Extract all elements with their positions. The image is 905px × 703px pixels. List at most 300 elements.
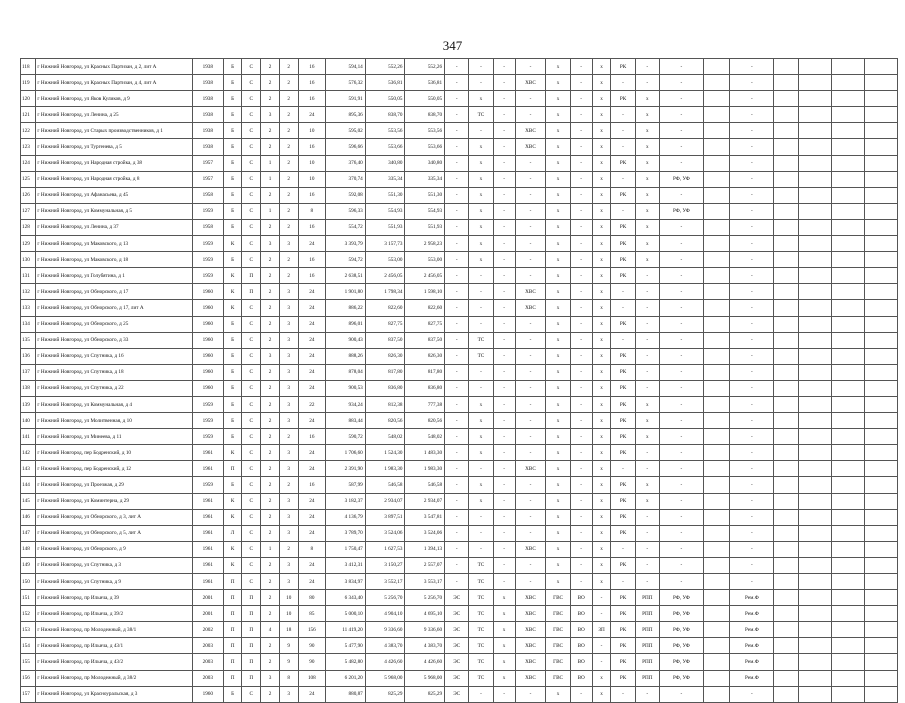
table-cell: 3 (279, 461, 298, 477)
table-cell: 591,91 (326, 91, 366, 107)
table-cell: - (515, 252, 546, 268)
table-cell: - (635, 557, 659, 573)
table-row (21, 590, 898, 606)
table-cell: х (469, 396, 493, 412)
table-cell (774, 380, 798, 396)
table-cell: ТС (469, 348, 493, 364)
table-cell: - (570, 686, 592, 702)
address-cell: г Нижний Новгород, ул Яков Куликов, д 9 (36, 91, 192, 107)
table-cell: 822,60 (405, 300, 445, 316)
row-number-cell: 149 (21, 557, 36, 573)
table-cell: - (730, 236, 774, 252)
table-cell: х (592, 364, 611, 380)
table-cell (864, 91, 897, 107)
table-cell: - (730, 413, 774, 429)
table-cell: х (592, 91, 611, 107)
table-cell: ЭС (445, 686, 469, 702)
table-cell: 553,66 (405, 139, 445, 155)
table-cell (774, 638, 798, 654)
table-cell: х (546, 348, 570, 364)
table-cell: 24 (298, 445, 326, 461)
table-cell (798, 574, 831, 590)
row-number-cell: 128 (21, 219, 36, 235)
table-cell: С (242, 236, 261, 252)
table-cell: 4 695,10 (405, 606, 445, 622)
table-cell (703, 348, 729, 364)
table-cell: ХВС (515, 139, 546, 155)
table-cell: Л (223, 525, 242, 541)
table-cell: 10 (298, 171, 326, 187)
table-cell: 3 (279, 332, 298, 348)
table-cell: Б (223, 380, 242, 396)
table-cell (864, 284, 897, 300)
table-cell (774, 606, 798, 622)
table-cell: 2 (261, 187, 280, 203)
table-cell: х (546, 75, 570, 91)
table-cell: 2 (261, 477, 280, 493)
table-cell: - (515, 107, 546, 123)
table-cell: - (469, 461, 493, 477)
table-cell: 880,87 (326, 686, 366, 702)
table-cell: 2 (261, 139, 280, 155)
table-cell: - (611, 123, 635, 139)
table-cell (831, 123, 864, 139)
table-cell: 837,50 (405, 332, 445, 348)
table-cell: - (493, 541, 515, 557)
table-cell: 2 (279, 429, 298, 445)
table-cell: 16 (298, 477, 326, 493)
table-cell: 594,72 (326, 252, 366, 268)
table-cell: х (546, 380, 570, 396)
table-cell (831, 59, 864, 75)
table-cell: 10 (298, 123, 326, 139)
table-cell: х (592, 59, 611, 75)
table-cell: 2 (261, 509, 280, 525)
table-cell: 16 (298, 187, 326, 203)
table-cell: х (469, 252, 493, 268)
table-cell (774, 525, 798, 541)
table-cell: 1959 (192, 477, 223, 493)
table-cell: - (592, 606, 611, 622)
row-number-cell: 119 (21, 75, 36, 91)
table-cell (831, 364, 864, 380)
table-cell: - (635, 268, 659, 284)
table-cell: 4 426,60 (405, 654, 445, 670)
table-cell (774, 155, 798, 171)
table-cell: РК (611, 155, 635, 171)
table-cell: 552,26 (365, 59, 405, 75)
table-cell: 1 706,60 (326, 445, 366, 461)
table-cell: 10 (279, 606, 298, 622)
table-cell: - (570, 380, 592, 396)
row-number-cell: 154 (21, 638, 36, 654)
table-cell (864, 574, 897, 590)
table-cell (798, 284, 831, 300)
address-cell: г Нижний Новгород, ул Народная стройка, д 8 (36, 171, 192, 187)
table-cell: 376,40 (326, 155, 366, 171)
table-cell (774, 590, 798, 606)
table-cell: - (611, 574, 635, 590)
table-cell: - (445, 75, 469, 91)
table-cell (703, 91, 729, 107)
table-cell (703, 477, 729, 493)
table-cell: П (223, 638, 242, 654)
table-cell: - (445, 252, 469, 268)
row-number-cell: 151 (21, 590, 36, 606)
table-cell: 3 (261, 670, 280, 686)
row-number-cell: 144 (21, 477, 36, 493)
table-cell (798, 268, 831, 284)
table-cell: - (730, 75, 774, 91)
table-cell: - (493, 139, 515, 155)
table-cell: - (493, 686, 515, 702)
address-cell: г Нижний Новгород, пер Бодренский, д 10 (36, 445, 192, 461)
table-cell (703, 107, 729, 123)
table-cell: х (546, 396, 570, 412)
address-cell: г Нижний Новгород, ул Проезжая, д 29 (36, 477, 192, 493)
table-row (21, 477, 898, 493)
table-cell (798, 654, 831, 670)
table-row (21, 219, 898, 235)
table-cell: - (570, 219, 592, 235)
table-cell (798, 316, 831, 332)
table-cell: РК (611, 622, 635, 638)
table-cell: - (635, 574, 659, 590)
table-cell (703, 123, 729, 139)
table-cell: Б (223, 59, 242, 75)
table-cell: С (242, 171, 261, 187)
table-cell: 3 (279, 396, 298, 412)
table-row (21, 332, 898, 348)
table-cell (798, 638, 831, 654)
table-row (21, 268, 898, 284)
table-cell: - (515, 364, 546, 380)
table-cell: х (592, 461, 611, 477)
table-cell (831, 574, 864, 590)
table-cell: П (242, 284, 261, 300)
table-cell: РК (611, 590, 635, 606)
table-cell: х (546, 236, 570, 252)
table-cell: - (730, 332, 774, 348)
table-cell (831, 493, 864, 509)
table-cell: - (570, 123, 592, 139)
table-cell: - (515, 429, 546, 445)
table-cell: 3 (279, 445, 298, 461)
table-cell (864, 557, 897, 573)
table-cell: Б (223, 75, 242, 91)
table-cell: С (242, 686, 261, 702)
table-cell: Б (223, 155, 242, 171)
table-cell: - (611, 461, 635, 477)
table-cell: 2 (261, 300, 280, 316)
table-cell: С (242, 123, 261, 139)
table-cell: х (469, 91, 493, 107)
table-row (21, 525, 898, 541)
table-cell: П (223, 574, 242, 590)
table-cell: - (469, 364, 493, 380)
table-cell: 24 (298, 413, 326, 429)
table-cell: 1938 (192, 75, 223, 91)
table-cell: - (570, 477, 592, 493)
table-cell: 24 (298, 557, 326, 573)
table-cell: 24 (298, 332, 326, 348)
table-cell: 24 (298, 284, 326, 300)
table-cell (703, 380, 729, 396)
table-row (21, 654, 898, 670)
row-number-cell: 138 (21, 380, 36, 396)
address-cell: г Нижний Новгород, ул Обнорского, д 3, лит А (36, 509, 192, 525)
table-cell: 3 (279, 525, 298, 541)
table-cell: 2 (279, 91, 298, 107)
table-cell: х (493, 638, 515, 654)
table-cell: х (546, 461, 570, 477)
table-cell (864, 300, 897, 316)
table-row (21, 606, 898, 622)
table-cell: 3 157,73 (365, 236, 405, 252)
table-cell: 2 (261, 268, 280, 284)
table-cell: - (659, 316, 703, 332)
table-cell: ТС (469, 557, 493, 573)
table-cell: 2 (261, 59, 280, 75)
table-cell: РК (611, 396, 635, 412)
table-cell: - (730, 203, 774, 219)
table-cell: - (635, 541, 659, 557)
table-cell (831, 139, 864, 155)
table-cell: 900,43 (326, 332, 366, 348)
table-cell: 2 557,07 (405, 557, 445, 573)
table-cell: 1 (261, 203, 280, 219)
table-cell: 2 (279, 203, 298, 219)
table-cell: 1 (261, 155, 280, 171)
table-cell: - (659, 396, 703, 412)
table-cell: х (469, 236, 493, 252)
table-row (21, 348, 898, 364)
table-cell: - (635, 348, 659, 364)
table-cell: 812,38 (365, 396, 405, 412)
table-cell: ЭС (445, 606, 469, 622)
table-cell: РК (611, 477, 635, 493)
table-cell: - (570, 316, 592, 332)
table-cell: - (445, 493, 469, 509)
table-cell: 1957 (192, 171, 223, 187)
table-cell: 2 (279, 541, 298, 557)
table-cell: 1938 (192, 139, 223, 155)
table-cell: 2 (279, 219, 298, 235)
table-cell: 335,34 (365, 171, 405, 187)
table-cell: - (445, 123, 469, 139)
row-number-cell: 139 (21, 396, 36, 412)
table-row (21, 203, 898, 219)
table-cell: - (730, 284, 774, 300)
table-cell: 4 (261, 622, 280, 638)
address-cell: г Нижний Новгород, ул Красных Партизан, д 4, лит А (36, 75, 192, 91)
address-cell: г Нижний Новгород, ул Спутника, д 22 (36, 380, 192, 396)
table-cell (774, 203, 798, 219)
table-cell: - (570, 493, 592, 509)
address-cell: г Нижний Новгород, ул Красных Партизан, д 2, лит А (36, 59, 192, 75)
table-cell (798, 75, 831, 91)
table-cell: - (635, 509, 659, 525)
table-cell: х (592, 557, 611, 573)
table-cell (798, 429, 831, 445)
table-cell: х (592, 477, 611, 493)
address-cell: г Нижний Новгород, пер Бодренский, д 12 (36, 461, 192, 477)
table-cell: 3 552,17 (365, 574, 405, 590)
table-cell: - (611, 300, 635, 316)
table-cell: Рем.Ф (730, 606, 774, 622)
table-cell (798, 364, 831, 380)
row-number-cell: 123 (21, 139, 36, 155)
address-cell: г Нижний Новгород, ул Обнорского, д 5, лит А (36, 525, 192, 541)
table-cell: ЭС (445, 622, 469, 638)
table-cell: х (592, 445, 611, 461)
table-cell (831, 622, 864, 638)
table-cell (774, 268, 798, 284)
table-cell: РК (611, 429, 635, 445)
table-row (21, 155, 898, 171)
address-cell: г Нижний Новгород, ул Обнорского, д 17 (36, 284, 192, 300)
table-cell: - (515, 332, 546, 348)
table-cell: Б (223, 348, 242, 364)
table-cell: ВО (570, 670, 592, 686)
table-cell (798, 525, 831, 541)
table-cell: 10 (298, 155, 326, 171)
table-cell: - (570, 445, 592, 461)
table-cell: - (570, 59, 592, 75)
table-cell (831, 252, 864, 268)
table-cell: 2 (261, 252, 280, 268)
table-cell: - (659, 380, 703, 396)
table-cell: ТС (469, 622, 493, 638)
table-cell: РК (611, 654, 635, 670)
table-cell: 837,50 (365, 332, 405, 348)
address-cell: г Нижний Новгород, пр Молодежный, д 38/1 (36, 622, 192, 638)
table-cell (774, 461, 798, 477)
table-cell: 2 (261, 429, 280, 445)
table-cell: - (730, 396, 774, 412)
table-cell: П (223, 606, 242, 622)
table-cell: х (592, 219, 611, 235)
table-cell: 1 798,34 (365, 284, 405, 300)
table-cell: - (570, 252, 592, 268)
table-cell: х (493, 654, 515, 670)
table-cell: - (493, 316, 515, 332)
table-cell (703, 364, 729, 380)
table-cell: - (493, 252, 515, 268)
table-cell: 2002 (192, 622, 223, 638)
table-cell: х (546, 203, 570, 219)
row-number-cell: 146 (21, 509, 36, 525)
table-cell: С (242, 91, 261, 107)
table-cell: 2 (261, 396, 280, 412)
table-cell (798, 187, 831, 203)
table-row (21, 509, 898, 525)
table-cell: 3 524,06 (365, 525, 405, 541)
table-cell: 1938 (192, 107, 223, 123)
table-cell: РК (611, 557, 635, 573)
table-cell: Б (223, 219, 242, 235)
table-cell: х (635, 219, 659, 235)
table-cell: - (493, 461, 515, 477)
table-cell (831, 268, 864, 284)
table-cell: 9 336,60 (365, 622, 405, 638)
row-number-cell: 130 (21, 252, 36, 268)
table-cell: 587,99 (326, 477, 366, 493)
table-cell: 878,04 (326, 364, 366, 380)
address-cell: г Нижний Новгород, ул Ленина, д 37 (36, 219, 192, 235)
table-cell: 2 (279, 252, 298, 268)
table-cell (831, 316, 864, 332)
table-cell: - (730, 187, 774, 203)
table-cell (703, 268, 729, 284)
address-cell: г Нижний Новгород, пр Ильича, д 39 (36, 590, 192, 606)
table-cell: 2 934,07 (405, 493, 445, 509)
table-cell: 827,75 (365, 316, 405, 332)
table-row (21, 75, 898, 91)
table-cell: - (515, 91, 546, 107)
table-cell: Б (223, 332, 242, 348)
table-cell: 370,74 (326, 171, 366, 187)
table-cell: П (242, 638, 261, 654)
table-cell: Рем.Ф (730, 638, 774, 654)
table-cell (864, 332, 897, 348)
table-cell: х (635, 91, 659, 107)
table-cell: 85 (298, 606, 326, 622)
table-cell: ХВС (515, 606, 546, 622)
table-cell: 553,56 (405, 123, 445, 139)
table-cell: - (445, 413, 469, 429)
table-cell: - (570, 155, 592, 171)
table-cell: 2 (261, 590, 280, 606)
table-cell: х (546, 268, 570, 284)
table-cell: 2003 (192, 670, 223, 686)
table-cell (774, 348, 798, 364)
table-cell: х (469, 155, 493, 171)
table-cell: - (445, 284, 469, 300)
table-cell (831, 91, 864, 107)
table-cell: 553,00 (405, 252, 445, 268)
table-cell (774, 107, 798, 123)
table-cell: х (546, 332, 570, 348)
table-cell (798, 300, 831, 316)
table-cell: РК (611, 268, 635, 284)
table-cell: Б (223, 316, 242, 332)
row-number-cell: 133 (21, 300, 36, 316)
table-cell: - (570, 203, 592, 219)
table-cell: х (546, 187, 570, 203)
table-cell: - (570, 284, 592, 300)
table-cell: Б (223, 477, 242, 493)
table-cell (798, 107, 831, 123)
table-cell: - (730, 171, 774, 187)
table-cell: х (635, 139, 659, 155)
housing-register-table (20, 58, 898, 703)
table-cell: х (469, 413, 493, 429)
table-cell (864, 525, 897, 541)
table-cell: - (635, 380, 659, 396)
table-cell: - (469, 380, 493, 396)
table-cell: С (242, 445, 261, 461)
table-cell: 1 394,13 (405, 541, 445, 557)
table-cell (831, 429, 864, 445)
table-cell: - (730, 686, 774, 702)
table-cell: - (469, 59, 493, 75)
table-cell: 2 391,90 (326, 461, 366, 477)
table-cell: - (469, 284, 493, 300)
table-cell: 1 627,53 (365, 541, 405, 557)
table-cell (774, 413, 798, 429)
table-cell (798, 236, 831, 252)
